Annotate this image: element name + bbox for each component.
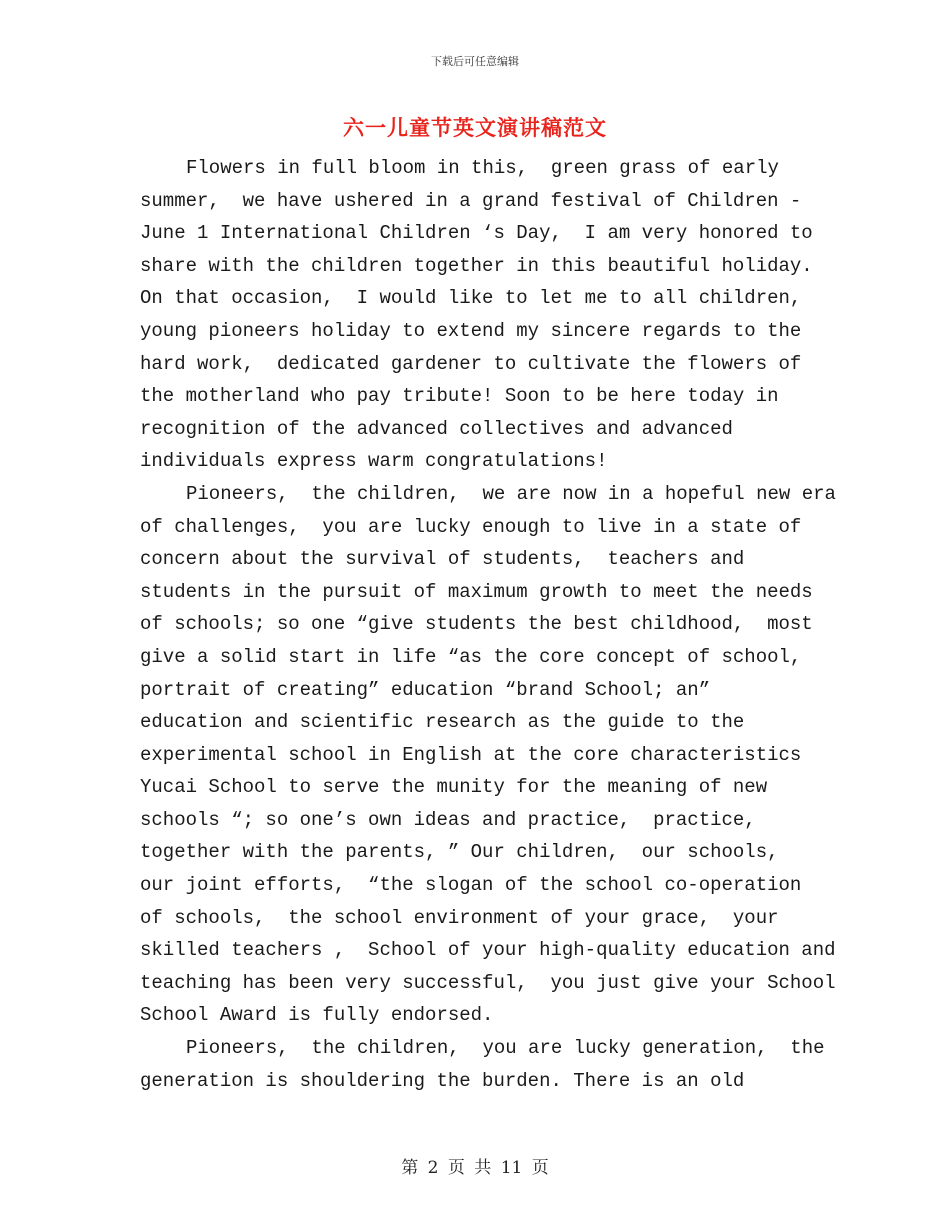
text-line: of schools, the school environment of your grace, your xyxy=(140,906,779,929)
text-line: Pioneers, the children, we are now in a hopeful new era xyxy=(186,482,836,505)
text-line: individuals express warm congratulations! xyxy=(140,450,608,473)
text-line: portrait of creating” education “brand School; an” xyxy=(140,678,711,701)
text-line: give a solid start in life “as the core concept of school, xyxy=(140,645,802,668)
text-line: School Award is fully endorsed. xyxy=(140,1004,494,1027)
text-line: skilled teachers , School of your high-quality education and xyxy=(140,939,836,962)
text-line: Flowers in full bloom in this, green grass of early xyxy=(186,157,779,179)
text-line: summer, we have ushered in a grand festival of Children - xyxy=(140,189,802,212)
text-line: hard work, dedicated gardener to cultivate the flowers of xyxy=(140,352,802,375)
text-line: June 1 International Children ‘s Day, I am very honored to xyxy=(140,222,813,245)
text-line: the motherland who pay tribute! Soon to be here today in xyxy=(140,385,779,408)
text-line: schools “; so one’s own ideas and practice, practice, xyxy=(140,808,756,831)
text-line: experimental school in English at the core characteristics xyxy=(140,743,802,766)
text-line: education and scientific research as the guide to the xyxy=(140,711,745,734)
text-line: Yucai School to serve the munity for the meaning of new xyxy=(140,776,768,799)
text-line: teaching has been very successful, you just give your School xyxy=(140,971,836,994)
text-line: students in the pursuit of maximum growth to meet the needs xyxy=(140,580,813,603)
page-footer: 第 2 页 共 11 页 xyxy=(401,1158,549,1178)
text-line: Pioneers, the children, you are lucky generation, the xyxy=(186,1037,825,1060)
text-line: of challenges, you are lucky enough to live in a state of xyxy=(140,515,802,538)
document-title: 六一儿童节英文演讲稿范文 xyxy=(343,116,607,140)
text-line: together with the parents, ” Our children, our schools, xyxy=(140,841,779,864)
document-body xyxy=(140,152,836,1097)
header-note: 下载后可任意编辑 xyxy=(431,55,519,68)
text-line: young pioneers holiday to extend my sincere regards to the xyxy=(140,319,802,342)
text-line: recognition of the advanced collectives and advanced xyxy=(140,417,733,440)
text-line: of schools; so one “give students the best childhood, most xyxy=(140,613,813,636)
text-line: concern about the survival of students, teachers and xyxy=(140,548,745,571)
text-line: share with the children together in this beautiful holiday. xyxy=(140,254,813,277)
text-line: our joint efforts, “the slogan of the school co-operation xyxy=(140,874,802,897)
text-line: generation is shouldering the burden. There is an old xyxy=(140,1069,745,1092)
text-line: On that occasion, I would like to let me to all children, xyxy=(140,287,802,310)
